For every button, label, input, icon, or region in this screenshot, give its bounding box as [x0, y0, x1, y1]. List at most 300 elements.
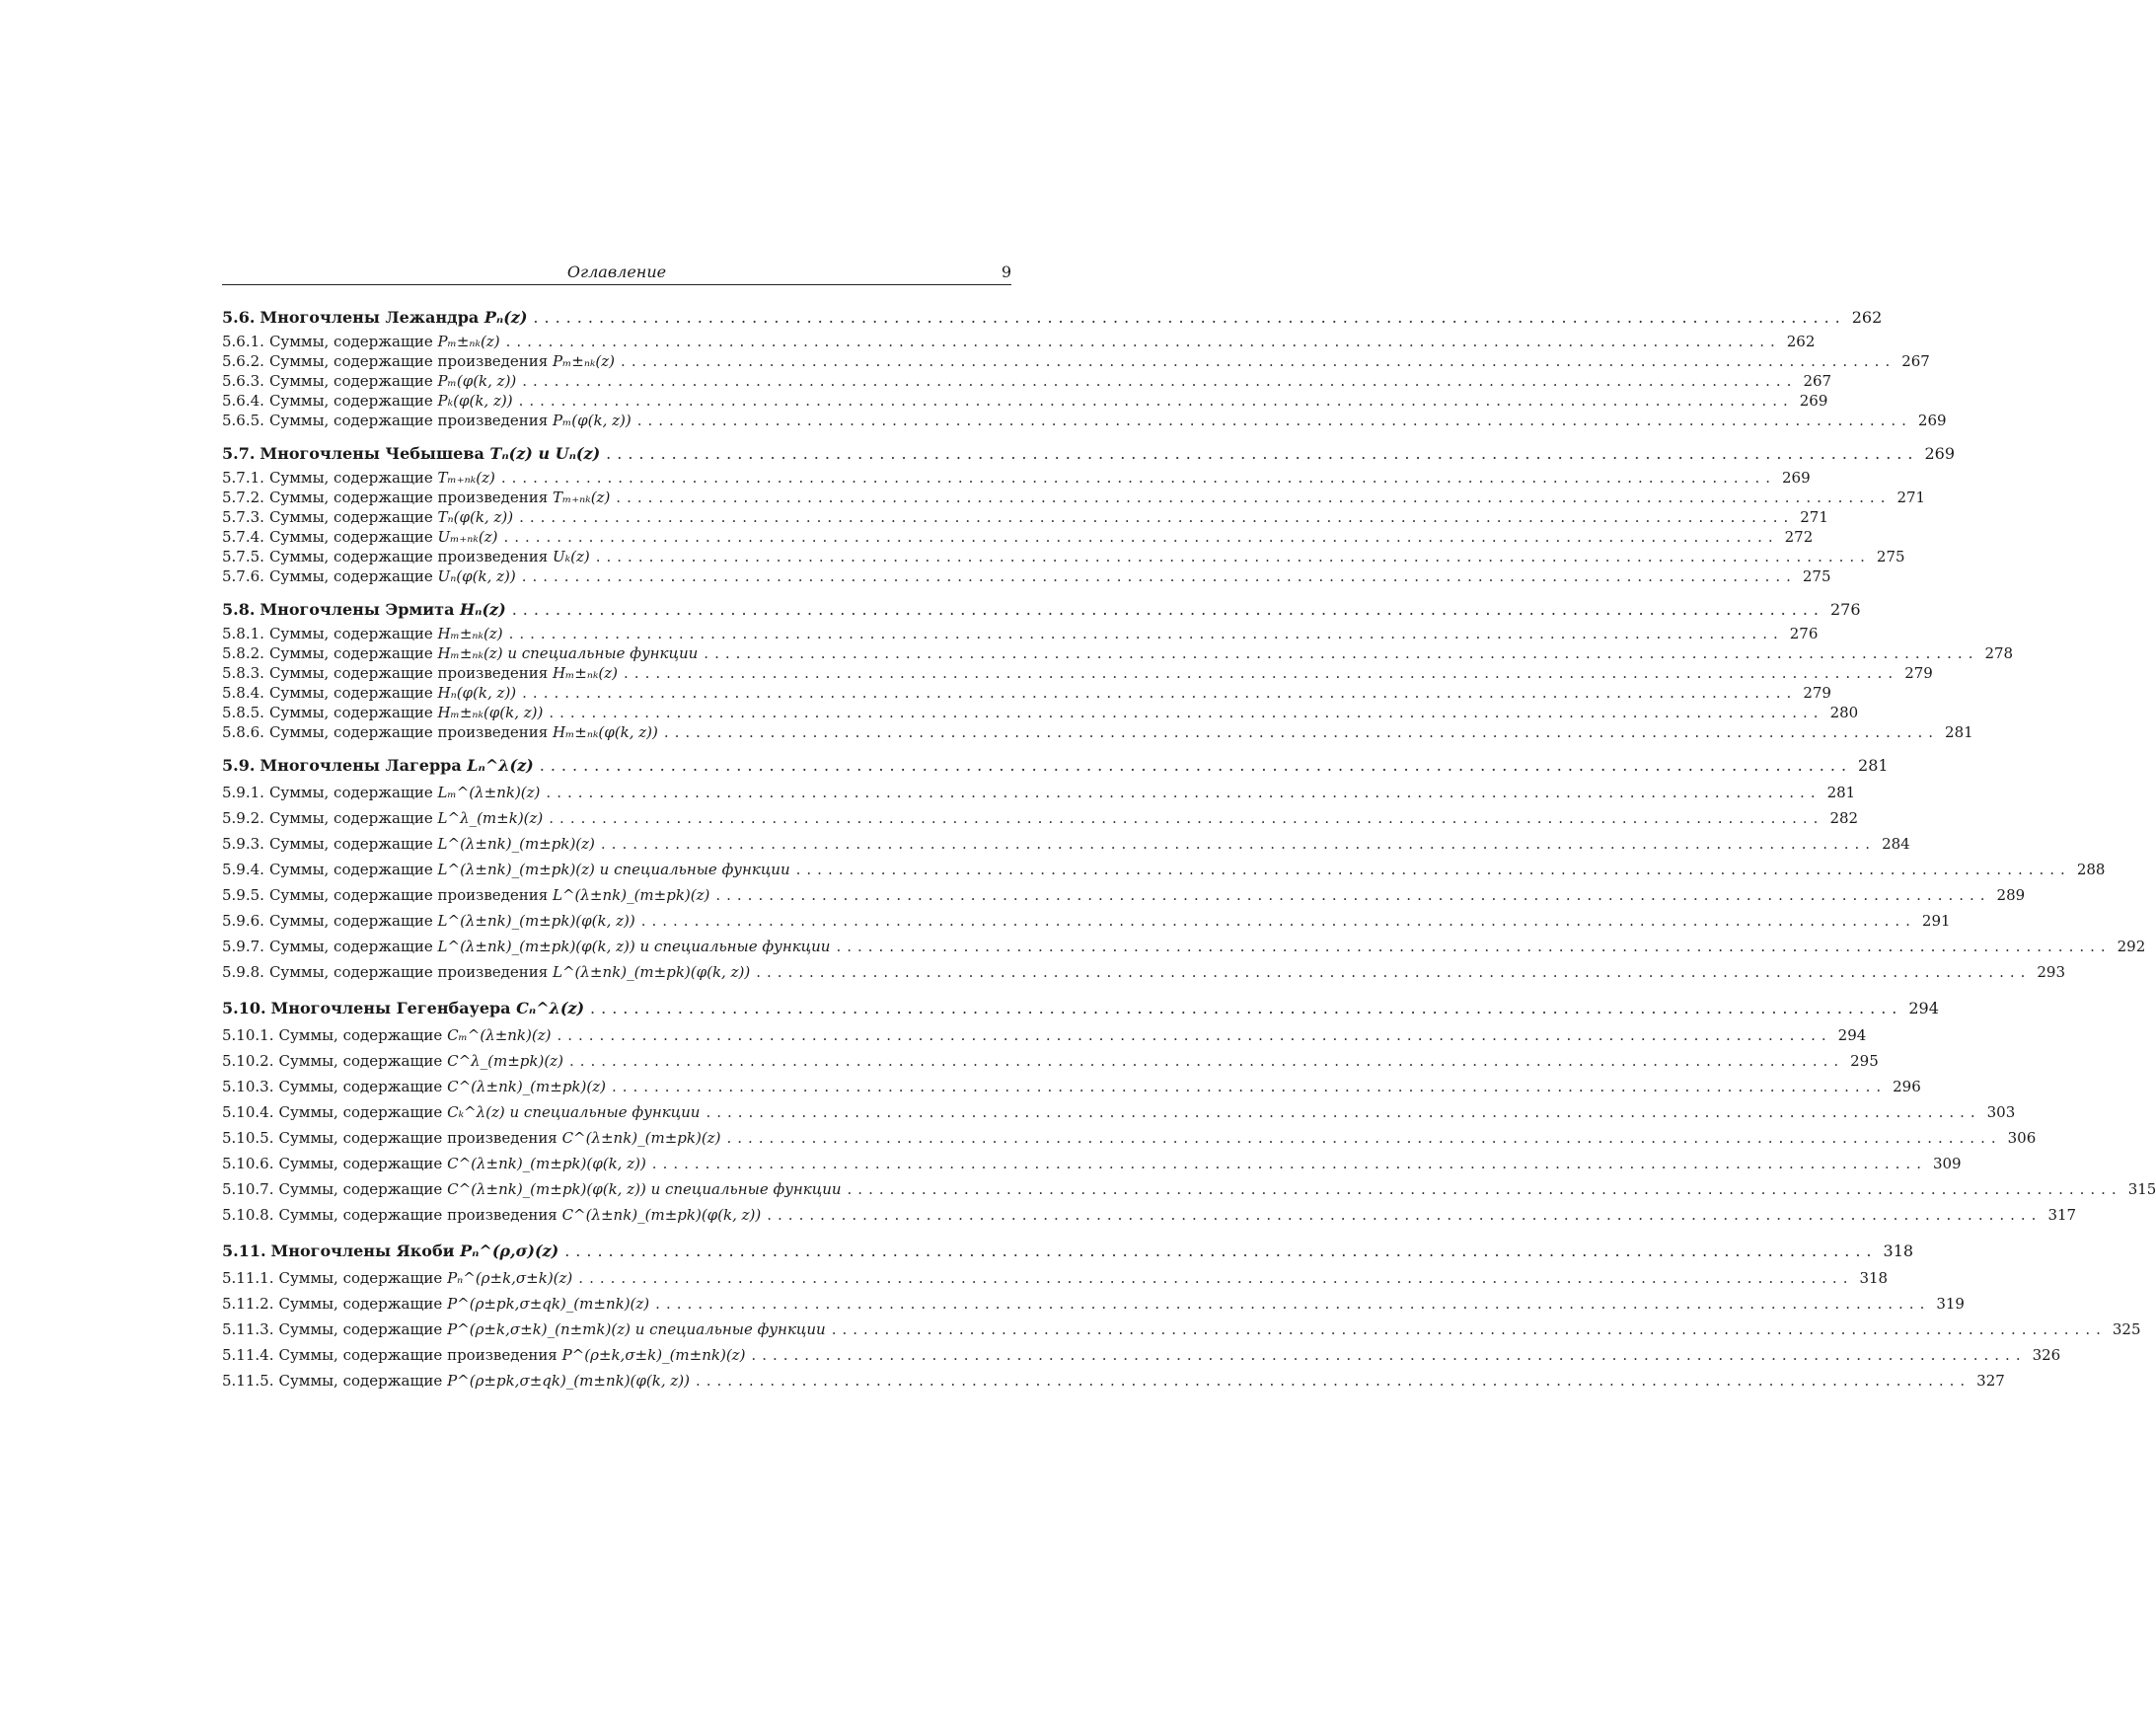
toc-item-formula: L^(λ±nk)_(m±pk)(φ(k, z))	[553, 963, 751, 981]
toc-item-text: Суммы, содержащие произведения	[278, 1346, 558, 1364]
toc-item-text: Суммы, содержащие произведения	[268, 886, 549, 904]
toc-item-text: Суммы, содержащие	[268, 567, 433, 585]
toc-subsection-item[interactable]	[222, 1265, 1889, 1291]
toc-page-number: 282	[1829, 809, 1859, 827]
toc-subsection-item[interactable]	[222, 1291, 1965, 1317]
toc-item-number: 5.8.4.	[222, 684, 264, 702]
toc-entry-label	[222, 332, 500, 351]
toc-item-number: 5.10.1.	[222, 1026, 274, 1044]
toc-subsection-item[interactable]	[222, 371, 1832, 391]
toc-page-number: 275	[1802, 567, 1831, 585]
toc-item-number: 5.8.2.	[222, 644, 264, 662]
toc-leader-dots: ........................................................................................................................	[500, 469, 1776, 487]
toc-item-formula: Tₘ₊ₙₖ(z)	[553, 489, 611, 506]
toc-entry-label	[222, 1022, 551, 1048]
toc-item-text: Суммы, содержащие	[268, 809, 433, 827]
toc-item-text: Суммы, содержащие	[268, 784, 433, 801]
toc-subsection-item[interactable]	[222, 1202, 2077, 1228]
toc-item-number: 5.7.2.	[222, 489, 264, 506]
toc-item-number: 5.10.8.	[222, 1206, 274, 1224]
toc-entry-label	[222, 598, 506, 622]
toc-section	[222, 306, 1947, 430]
toc-entry-label	[222, 624, 503, 643]
toc-entry-label	[222, 1074, 606, 1099]
toc-entry-label	[222, 663, 618, 683]
toc-section-formula: Pₙ^(ρ,σ)(z)	[460, 1242, 559, 1260]
toc-entry-label	[222, 411, 632, 430]
toc-leader-dots: ........................................................................................................................	[795, 861, 2071, 878]
toc-item-text: Суммы, содержащие	[268, 835, 433, 853]
toc-item-formula: Cₖ^λ(z) и специальные функции	[447, 1103, 701, 1121]
toc-page-number: 317	[2047, 1206, 2077, 1224]
toc-leader-dots: ........................................................................................................................	[549, 704, 1824, 721]
toc-section-number: 5.7.	[222, 444, 256, 463]
toc-item-number: 5.6.3.	[222, 372, 264, 390]
toc-leader-dots: ........................................................................................................................	[590, 999, 1903, 1017]
toc-item-number: 5.6.1.	[222, 333, 264, 350]
toc-subsection-item[interactable]	[222, 857, 2106, 882]
toc-page-number: 276	[1830, 600, 1861, 619]
toc-leader-dots: ........................................................................................................................	[655, 1295, 1931, 1313]
toc-leader-dots: ........................................................................................................................	[519, 508, 1795, 526]
toc-item-number: 5.6.2.	[222, 352, 264, 370]
toc-leader-dots: ........................................................................................................................	[505, 333, 1781, 350]
toc-page-number: 315	[2127, 1180, 2156, 1198]
toc-section-title: Многочлены Лежандра	[260, 308, 480, 327]
toc-item-formula: P^(ρ±k,σ±k)_(n±mk)(z) и специальные функции	[447, 1320, 826, 1338]
toc-leader-dots: ........................................................................................................................	[651, 1155, 1927, 1172]
toc-subsection-item[interactable]	[222, 1342, 2061, 1368]
toc-page-number: 267	[1803, 372, 1832, 390]
toc-item-text: Суммы, содержащие	[278, 1103, 443, 1121]
toc-entry-label	[222, 1176, 842, 1202]
toc-subsection-item[interactable]	[222, 643, 2014, 663]
toc-item-text: Суммы, содержащие произведения	[268, 664, 549, 682]
toc-entry-label	[222, 1125, 720, 1151]
toc-subsection-item[interactable]	[222, 959, 2066, 985]
toc-leader-dots: ........................................................................................................................	[606, 444, 1919, 463]
toc-item-formula: C^(λ±nk)_(m±pk)(φ(k, z)) и специальные функции	[447, 1180, 842, 1198]
toc-entry-label	[222, 371, 516, 391]
toc-item-formula: L^(λ±nk)_(m±pk)(z)	[437, 835, 595, 853]
toc-leader-dots: ........................................................................................................................	[508, 625, 1784, 642]
toc-entry-label	[222, 882, 709, 908]
toc-page-number: 303	[1986, 1103, 2016, 1121]
toc-subsection-item[interactable]	[222, 566, 1831, 586]
toc-page-number: 292	[2117, 938, 2146, 955]
toc-section-title: Многочлены Гегенбауера	[270, 999, 511, 1017]
toc-item-number: 5.7.4.	[222, 528, 264, 546]
toc-page-number: 269	[1917, 412, 1947, 429]
toc-entry-label	[222, 959, 750, 985]
toc-leader-dots: ........................................................................................................................	[521, 567, 1797, 585]
toc-item-formula: Lₘ^(λ±nk)(z)	[437, 784, 541, 801]
toc-page-number: 318	[1883, 1242, 1914, 1260]
toc-entry-label	[222, 566, 516, 586]
toc-item-text: Суммы, содержащие	[278, 1320, 443, 1338]
toc-leader-dots: ........................................................................................................................	[557, 1026, 1832, 1044]
toc-item-text: Суммы, содержащие произведения	[268, 548, 549, 565]
toc-item-formula: C^(λ±nk)_(m±pk)(φ(k, z))	[447, 1155, 646, 1172]
toc-leader-dots: ........................................................................................................................	[704, 644, 1979, 662]
toc-item-text: Суммы, содержащие	[268, 392, 433, 410]
toc-section	[222, 1240, 2141, 1393]
toc-section-title: Многочлены Якоби	[270, 1242, 455, 1260]
toc-entry-label	[222, 1099, 700, 1125]
toc-item-formula: Hₘ±ₙₖ(z) и специальные функции	[437, 644, 699, 662]
toc-item-text: Суммы, содержащие	[268, 684, 433, 702]
toc-item-number: 5.7.1.	[222, 469, 264, 487]
toc-item-formula: P^(ρ±pk,σ±qk)_(m±nk)(z)	[447, 1295, 650, 1313]
toc-subsection-item[interactable]	[222, 332, 1816, 351]
toc-page-number: 294	[1837, 1026, 1867, 1044]
toc-item-formula: Hₘ±ₙₖ(φ(k, z))	[553, 723, 658, 741]
toc-item-text: Суммы, содержащие	[268, 333, 433, 350]
toc-leader-dots: ........................................................................................................................	[751, 1346, 2027, 1364]
toc-leader-dots: ........................................................................................................................	[640, 912, 1916, 930]
toc-page-number: 276	[1789, 625, 1819, 642]
toc-subsection-item[interactable]	[222, 831, 1910, 857]
toc-page-number: 281	[1826, 784, 1856, 801]
toc-section-number: 5.8.	[222, 600, 256, 619]
toc-leader-dots: ........................................................................................................................	[611, 1078, 1888, 1095]
toc-item-number: 5.6.5.	[222, 412, 264, 429]
toc-item-formula: C^(λ±nk)_(m±pk)(φ(k, z))	[561, 1206, 762, 1224]
toc-leader-dots: ........................................................................................................................	[706, 1103, 1981, 1121]
toc-item-formula: L^(λ±nk)_(m±pk)(φ(k, z))	[437, 912, 635, 930]
toc-item-number: 5.8.3.	[222, 664, 264, 682]
toc-leader-dots: ........................................................................................................................	[636, 412, 1912, 429]
toc-section-title: Многочлены Эрмита	[260, 600, 455, 619]
toc-subsection-item[interactable]	[222, 1048, 1879, 1074]
toc-page-number: 269	[1799, 392, 1828, 410]
toc-subsection-item[interactable]	[222, 391, 1828, 411]
toc-item-number: 5.11.1.	[222, 1269, 274, 1287]
toc-leader-dots: ........................................................................................................................	[600, 835, 1877, 853]
toc-entry-label	[222, 391, 513, 411]
toc-leader-dots: ........................................................................................................................	[533, 308, 1846, 327]
toc-item-number: 5.7.3.	[222, 508, 264, 526]
toc-page-number: 271	[1896, 489, 1926, 506]
toc-page-number: 296	[1893, 1078, 1921, 1095]
toc-page-number: 288	[2076, 861, 2106, 878]
running-head	[222, 263, 1011, 285]
toc-entry-label	[222, 1317, 826, 1342]
toc-subsection-item[interactable]	[222, 351, 1930, 371]
toc-page	[222, 263, 2156, 1405]
toc-item-text: Суммы, содержащие	[278, 1269, 443, 1287]
toc-subsection-item[interactable]	[222, 488, 1926, 507]
toc-item-number: 5.7.5.	[222, 548, 264, 565]
toc-section	[222, 598, 2014, 742]
toc-subsection-item[interactable]	[222, 1074, 1921, 1099]
toc-page-number: 262	[1851, 308, 1883, 327]
toc-page-number: 309	[1932, 1155, 1962, 1172]
toc-item-text: Суммы, содержащие	[278, 1372, 443, 1390]
toc-entry-label	[222, 908, 635, 934]
toc-section-formula: Pₙ(z)	[483, 308, 528, 327]
toc-item-text: Суммы, содержащие произведения	[268, 352, 549, 370]
toc-page-number: 280	[1829, 704, 1859, 721]
toc-item-formula: L^λ_(m±k)(z)	[437, 809, 544, 827]
toc-section-formula: Hₙ(z)	[460, 600, 506, 619]
toc-item-text: Суммы, содержащие	[278, 1295, 443, 1313]
toc-item-number: 5.10.4.	[222, 1103, 274, 1121]
toc-subsection-item[interactable]	[222, 527, 1814, 547]
toc-subsection-item[interactable]	[222, 663, 1933, 683]
toc-item-number: 5.11.3.	[222, 1320, 274, 1338]
toc-item-number: 5.11.4.	[222, 1346, 274, 1364]
toc-item-number: 5.9.8.	[222, 963, 264, 981]
toc-item-formula: Pₙ^(ρ±k,σ±k)(z)	[447, 1269, 573, 1287]
toc-section-heading[interactable]	[222, 754, 1889, 778]
toc-section-number: 5.11.	[222, 1242, 266, 1260]
toc-section-number: 5.10.	[222, 999, 266, 1017]
toc-subsection-item[interactable]	[222, 703, 1859, 722]
toc-page-number: 279	[1803, 684, 1831, 702]
toc-entry-label	[222, 507, 513, 527]
toc-item-text: Суммы, содержащие произведения	[268, 963, 549, 981]
toc-section-number: 5.9.	[222, 756, 256, 775]
toc-item-text: Суммы, содержащие	[268, 644, 433, 662]
toc-leader-dots: ........................................................................................................................	[621, 352, 1896, 370]
toc-entry-label	[222, 1291, 649, 1317]
toc-subsection-item[interactable]	[222, 805, 1859, 831]
toc-subsection-item[interactable]	[222, 1151, 1962, 1176]
toc-item-formula: Pₘ±ₙₖ(z)	[553, 352, 616, 370]
toc-subsection-item[interactable]	[222, 624, 1819, 643]
toc-page-number: 326	[2032, 1346, 2061, 1364]
toc-page-number: 281	[1945, 723, 1973, 741]
toc-entry-label	[222, 306, 527, 330]
toc-item-text: Суммы, содержащие	[268, 704, 433, 721]
toc-entry-label	[222, 643, 698, 663]
toc-entry-label	[222, 1151, 646, 1176]
toc-item-formula: Pₘ±ₙₖ(z)	[437, 333, 500, 350]
toc-entry-label	[222, 468, 495, 488]
toc-item-formula: Hₘ±ₙₖ(z)	[437, 625, 503, 642]
toc-leader-dots: ........................................................................................................................	[726, 1129, 2002, 1147]
toc-entry-label	[222, 1240, 558, 1263]
toc-item-number: 5.11.5.	[222, 1372, 274, 1390]
toc-page-number: 279	[1904, 664, 1933, 682]
toc-entry-label	[222, 805, 543, 831]
toc-leader-dots: ........................................................................................................................	[663, 723, 1940, 741]
toc-leader-dots: ........................................................................................................................	[568, 1052, 1845, 1070]
toc-section-heading[interactable]	[222, 442, 1956, 466]
toc-item-formula: L^(λ±nk)_(m±pk)(φ(k, z)) и специальные функции	[437, 938, 831, 955]
toc-page-number: 272	[1784, 528, 1814, 546]
toc-page-number: 281	[1858, 756, 1889, 775]
toc-leader-dots: ........................................................................................................................	[616, 489, 1892, 506]
toc-item-number: 5.10.5.	[222, 1129, 274, 1147]
toc-section-formula: Tₙ(z) и Uₙ(z)	[489, 444, 601, 463]
toc-page-number: 306	[2007, 1129, 2037, 1147]
toc-item-text: Суммы, содержащие	[268, 938, 433, 955]
toc-item-formula: Uₘ₊ₙₖ(z)	[437, 528, 498, 546]
toc-item-formula: Pₘ(φ(k, z))	[553, 412, 632, 429]
toc-leader-dots: ........................................................................................................................	[522, 372, 1798, 390]
toc-item-formula: Uₖ(z)	[553, 548, 590, 565]
toc-subsection-item[interactable]	[222, 1368, 2005, 1393]
toc-leader-dots: ........................................................................................................................	[564, 1242, 1878, 1260]
toc-entry-label	[222, 1048, 563, 1074]
toc-subsection-item[interactable]	[222, 1317, 2141, 1342]
toc-section	[222, 997, 2156, 1228]
toc-section-heading[interactable]	[222, 306, 1883, 330]
toc-page-number: 294	[1908, 999, 1939, 1017]
toc-leader-dots: ........................................................................................................................	[696, 1372, 1971, 1390]
toc-subsection-item[interactable]	[222, 908, 1951, 934]
toc-item-formula: L^(λ±nk)_(m±pk)(z)	[553, 886, 710, 904]
toc-item-text: Суммы, содержащие	[278, 1155, 443, 1172]
toc-entry-label	[222, 683, 516, 703]
toc-entry-label	[222, 857, 790, 882]
toc-entry-label	[222, 488, 610, 507]
toc-item-number: 5.7.6.	[222, 567, 264, 585]
toc-leader-dots: ........................................................................................................................	[511, 600, 1824, 619]
toc-page-number: 325	[2112, 1320, 2141, 1338]
toc-leader-dots: ........................................................................................................................	[715, 886, 1991, 904]
toc-item-text: Суммы, содержащие	[268, 861, 433, 878]
toc-item-number: 5.8.5.	[222, 704, 264, 721]
toc-item-formula: P^(ρ±k,σ±k)_(m±nk)(z)	[561, 1346, 746, 1364]
toc-item-number: 5.10.7.	[222, 1180, 274, 1198]
toc-item-formula: Cₘ^(λ±nk)(z)	[447, 1026, 552, 1044]
toc-item-formula: Hₙ(φ(k, z))	[437, 684, 517, 702]
toc-section-heading[interactable]	[222, 598, 1861, 622]
toc-entry-label	[222, 351, 615, 371]
toc-subsection-item[interactable]	[222, 1022, 1867, 1048]
toc-item-number: 5.8.6.	[222, 723, 264, 741]
toc-page-number: 293	[2037, 963, 2066, 981]
toc-leader-dots: ........................................................................................................................	[503, 528, 1779, 546]
toc-leader-dots: ........................................................................................................................	[595, 548, 1871, 565]
toc-item-formula: C^(λ±nk)_(m±pk)(z)	[561, 1129, 721, 1147]
toc-item-number: 5.10.2.	[222, 1052, 274, 1070]
toc-item-formula: Tₘ₊ₙₖ(z)	[437, 469, 495, 487]
toc-page-number: 289	[1996, 886, 2026, 904]
toc-item-formula: P^(ρ±pk,σ±qk)_(m±nk)(φ(k, z))	[447, 1372, 690, 1390]
toc-subsection-item[interactable]	[222, 1125, 2037, 1151]
toc-leader-dots: ........................................................................................................................	[767, 1206, 2043, 1224]
toc-item-text: Суммы, содержащие	[268, 625, 433, 642]
page-number: 9	[1001, 263, 1011, 281]
toc-item-formula: Hₘ±ₙₖ(φ(k, z))	[437, 704, 544, 721]
toc-item-number: 5.10.3.	[222, 1078, 274, 1095]
toc-entry-label	[222, 722, 658, 742]
toc-leader-dots: ........................................................................................................................	[518, 392, 1794, 410]
toc-section-formula: Cₙ^λ(z)	[516, 999, 585, 1017]
toc-item-text: Суммы, содержащие произведения	[278, 1206, 558, 1224]
toc-page-number: 291	[1921, 912, 1951, 930]
toc-section-title: Многочлены Лагерра	[260, 756, 462, 775]
toc-page-number: 327	[1976, 1372, 2005, 1390]
toc-item-number: 5.6.4.	[222, 392, 264, 410]
toc-subsection-item[interactable]	[222, 411, 1947, 430]
toc-item-text: Суммы, содержащие произведения	[278, 1129, 558, 1147]
toc-subsection-item[interactable]	[222, 683, 1831, 703]
toc-item-formula: Tₙ(φ(k, z))	[437, 508, 514, 526]
toc-entry-label	[222, 442, 600, 466]
toc-subsection-item[interactable]	[222, 547, 1905, 566]
toc-item-text: Суммы, содержащие произведения	[268, 489, 549, 506]
toc-leader-dots: ........................................................................................................................	[836, 938, 2112, 955]
toc-item-text: Суммы, содержащие произведения	[268, 412, 549, 429]
toc-page-number: 275	[1876, 548, 1905, 565]
toc-page-number: 271	[1800, 508, 1828, 526]
toc-entry-label	[222, 754, 534, 778]
toc-section-heading[interactable]	[222, 997, 1939, 1020]
toc-entry-label	[222, 527, 497, 547]
toc-subsection-item[interactable]	[222, 882, 2026, 908]
toc-item-number: 5.8.1.	[222, 625, 264, 642]
toc-subsection-item[interactable]	[222, 934, 2146, 959]
toc-leader-dots: ........................................................................................................................	[549, 809, 1824, 827]
toc-item-text: Суммы, содержащие	[278, 1180, 443, 1198]
toc-item-text: Суммы, содержащие	[278, 1052, 443, 1070]
toc-entry-label	[222, 934, 830, 959]
toc-item-number: 5.9.3.	[222, 835, 264, 853]
toc-item-formula: Pₘ(φ(k, z))	[437, 372, 517, 390]
toc-leader-dots: ........................................................................................................................	[831, 1320, 2107, 1338]
toc-entry-label	[222, 780, 540, 805]
toc-item-formula: C^(λ±nk)_(m±pk)(z)	[447, 1078, 606, 1095]
toc-section	[222, 442, 1956, 586]
toc-leader-dots: ........................................................................................................................	[847, 1180, 2122, 1198]
toc-leader-dots: ........................................................................................................................	[578, 1269, 1854, 1287]
toc-page-number: 319	[1936, 1295, 1965, 1313]
toc-item-text: Суммы, содержащие	[268, 372, 433, 390]
table-of-contents	[222, 306, 2156, 1393]
running-title: Оглавление	[566, 263, 667, 281]
toc-item-number: 5.9.1.	[222, 784, 264, 801]
toc-item-formula: L^(λ±nk)_(m±pk)(z) и специальные функции	[437, 861, 790, 878]
toc-entry-label	[222, 1342, 745, 1368]
toc-entry-label	[222, 703, 543, 722]
toc-leader-dots: ........................................................................................................................	[756, 963, 2032, 981]
toc-section-number: 5.6.	[222, 308, 256, 327]
toc-item-text: Суммы, содержащие	[268, 912, 433, 930]
toc-subsection-item[interactable]	[222, 1176, 2156, 1202]
toc-subsection-item[interactable]	[222, 722, 1973, 742]
toc-item-formula: Pₖ(φ(k, z))	[437, 392, 513, 410]
toc-section-heading[interactable]	[222, 1240, 1914, 1263]
toc-subsection-item[interactable]	[222, 1099, 2016, 1125]
toc-page-number: 267	[1901, 352, 1930, 370]
toc-section	[222, 754, 2146, 985]
toc-item-formula: Hₘ±ₙₖ(z)	[553, 664, 619, 682]
toc-item-number: 5.9.2.	[222, 809, 264, 827]
toc-item-number: 5.10.6.	[222, 1155, 274, 1172]
toc-item-number: 5.9.6.	[222, 912, 264, 930]
toc-entry-label	[222, 997, 584, 1020]
toc-item-formula: C^λ_(m±pk)(z)	[447, 1052, 563, 1070]
toc-page-number: 278	[1984, 644, 2014, 662]
toc-item-text: Суммы, содержащие	[268, 508, 433, 526]
toc-page-number: 284	[1882, 835, 1910, 853]
toc-item-number: 5.11.2.	[222, 1295, 274, 1313]
toc-item-number: 5.9.7.	[222, 938, 264, 955]
toc-page-number: 262	[1786, 333, 1816, 350]
toc-page-number: 269	[1924, 444, 1956, 463]
toc-leader-dots: ........................................................................................................................	[624, 664, 1899, 682]
toc-leader-dots: ........................................................................................................................	[546, 784, 1821, 801]
toc-subsection-item[interactable]	[222, 507, 1828, 527]
toc-subsection-item[interactable]	[222, 468, 1811, 488]
toc-subsection-item[interactable]	[222, 780, 1856, 805]
toc-entry-label	[222, 831, 595, 857]
